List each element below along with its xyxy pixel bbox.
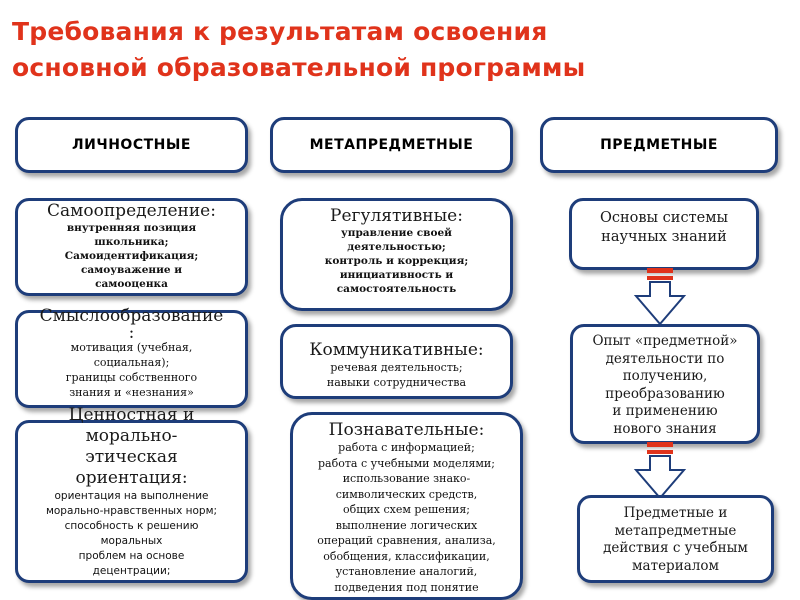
personal-meaning-box — [15, 306, 248, 408]
subject-experience-box — [570, 324, 760, 444]
cognitive-line: обобщения, классификации, — [323, 549, 490, 563]
communicative-line: речевая деятельность; — [330, 361, 463, 374]
title-line-2: основной образовательной программы — [12, 53, 586, 82]
values-line: проблем на основе — [78, 550, 185, 562]
header-meta-label: МЕТАПРЕДМЕТНЫЕ — [309, 137, 474, 153]
regulative-heading: Регулятивные: — [330, 206, 463, 226]
self-line: Самоидентификация; — [64, 250, 199, 262]
values-line: моральных — [100, 535, 163, 547]
experience-line: преобразованию — [605, 385, 725, 402]
actions-line: материалом — [632, 557, 719, 574]
values-heading: морально- — [85, 426, 178, 446]
regulative-line: управление своей — [341, 227, 452, 239]
self-line: школьника; — [94, 236, 169, 248]
communicative-line: навыки сотрудничества — [326, 376, 467, 389]
header-personal — [15, 117, 248, 173]
title-line-1: Требования к результатам освоения — [12, 17, 548, 46]
personal-self-determination-box — [15, 198, 248, 296]
cognitive-heading: Познавательные: — [328, 420, 485, 440]
meaning-line: знания и «незнания» — [69, 386, 194, 399]
arrow-down-icon — [620, 266, 700, 328]
cognitive-line: символических средств, — [335, 487, 478, 501]
regulative-line: контроль и коррекция; — [324, 255, 469, 267]
self-determination-heading: Самоопределение: — [47, 201, 216, 221]
experience-line: деятельности по — [605, 350, 725, 367]
values-line: морально-нравственных норм; — [45, 505, 218, 517]
cognitive-line: работа с информацией; — [338, 441, 475, 454]
self-line: внутренняя позиция — [66, 222, 197, 234]
header-subject — [540, 117, 778, 173]
values-line: ориентация на выполнение — [54, 490, 209, 502]
values-line: способность к решению — [64, 520, 199, 532]
values-line: децентрации; — [92, 565, 171, 577]
cognitive-line: работа с учебными моделями; — [318, 456, 495, 470]
values-heading: Ценностная и — [68, 405, 195, 425]
subject-actions-box — [577, 495, 774, 583]
meta-communicative-box — [280, 324, 513, 399]
experience-line: получению, — [622, 368, 708, 384]
self-line: самооценка — [95, 278, 168, 290]
meaning-line: социальная); — [93, 356, 170, 369]
regulative-line: инициативность и — [339, 269, 454, 281]
values-heading: этическая — [85, 447, 178, 467]
cognitive-line: общих схем решения; — [342, 503, 471, 516]
header-personal-label: ЛИЧНОСТНЫЕ — [72, 137, 191, 153]
cognitive-line: подведения под понятие — [334, 580, 479, 594]
basics-line: научных знаний — [601, 229, 727, 245]
meaning-heading: Смыслообразование — [39, 306, 224, 326]
meta-regulative-box — [280, 198, 513, 311]
actions-line: действия с учебным — [603, 540, 748, 556]
meaning-line: мотивация (учебная, — [70, 341, 193, 354]
personal-values-box — [15, 405, 248, 583]
meaning-heading-colon: : — [128, 323, 135, 343]
meaning-line: границы собственного — [65, 371, 198, 384]
communicative-heading: Коммуникативные: — [309, 340, 484, 360]
experience-line: и применению — [612, 403, 718, 419]
experience-line: Опыт «предметной» — [592, 333, 738, 349]
header-meta — [270, 117, 513, 173]
regulative-line: деятельностью; — [347, 241, 446, 253]
cognitive-line: операций сравнения, анализа, — [317, 534, 496, 547]
meta-cognitive-box — [290, 412, 523, 600]
cognitive-line: использование знако- — [342, 472, 471, 485]
regulative-line: самостоятельность — [336, 283, 457, 295]
arrow-down-icon — [620, 440, 700, 502]
actions-line: Предметные и — [623, 505, 728, 521]
self-line: самоуважение и — [80, 264, 183, 276]
actions-line: метапредметные — [614, 522, 737, 539]
header-subject-label: ПРЕДМЕТНЫЕ — [600, 137, 718, 153]
subject-basics-box — [569, 198, 759, 270]
experience-line: нового знания — [613, 420, 717, 437]
page-title — [12, 14, 792, 86]
values-heading: ориентация: — [75, 468, 188, 488]
cognitive-line: установление аналогий, — [335, 565, 478, 578]
basics-line: Основы системы — [599, 210, 729, 226]
cognitive-line: выполнение логических — [335, 518, 478, 532]
